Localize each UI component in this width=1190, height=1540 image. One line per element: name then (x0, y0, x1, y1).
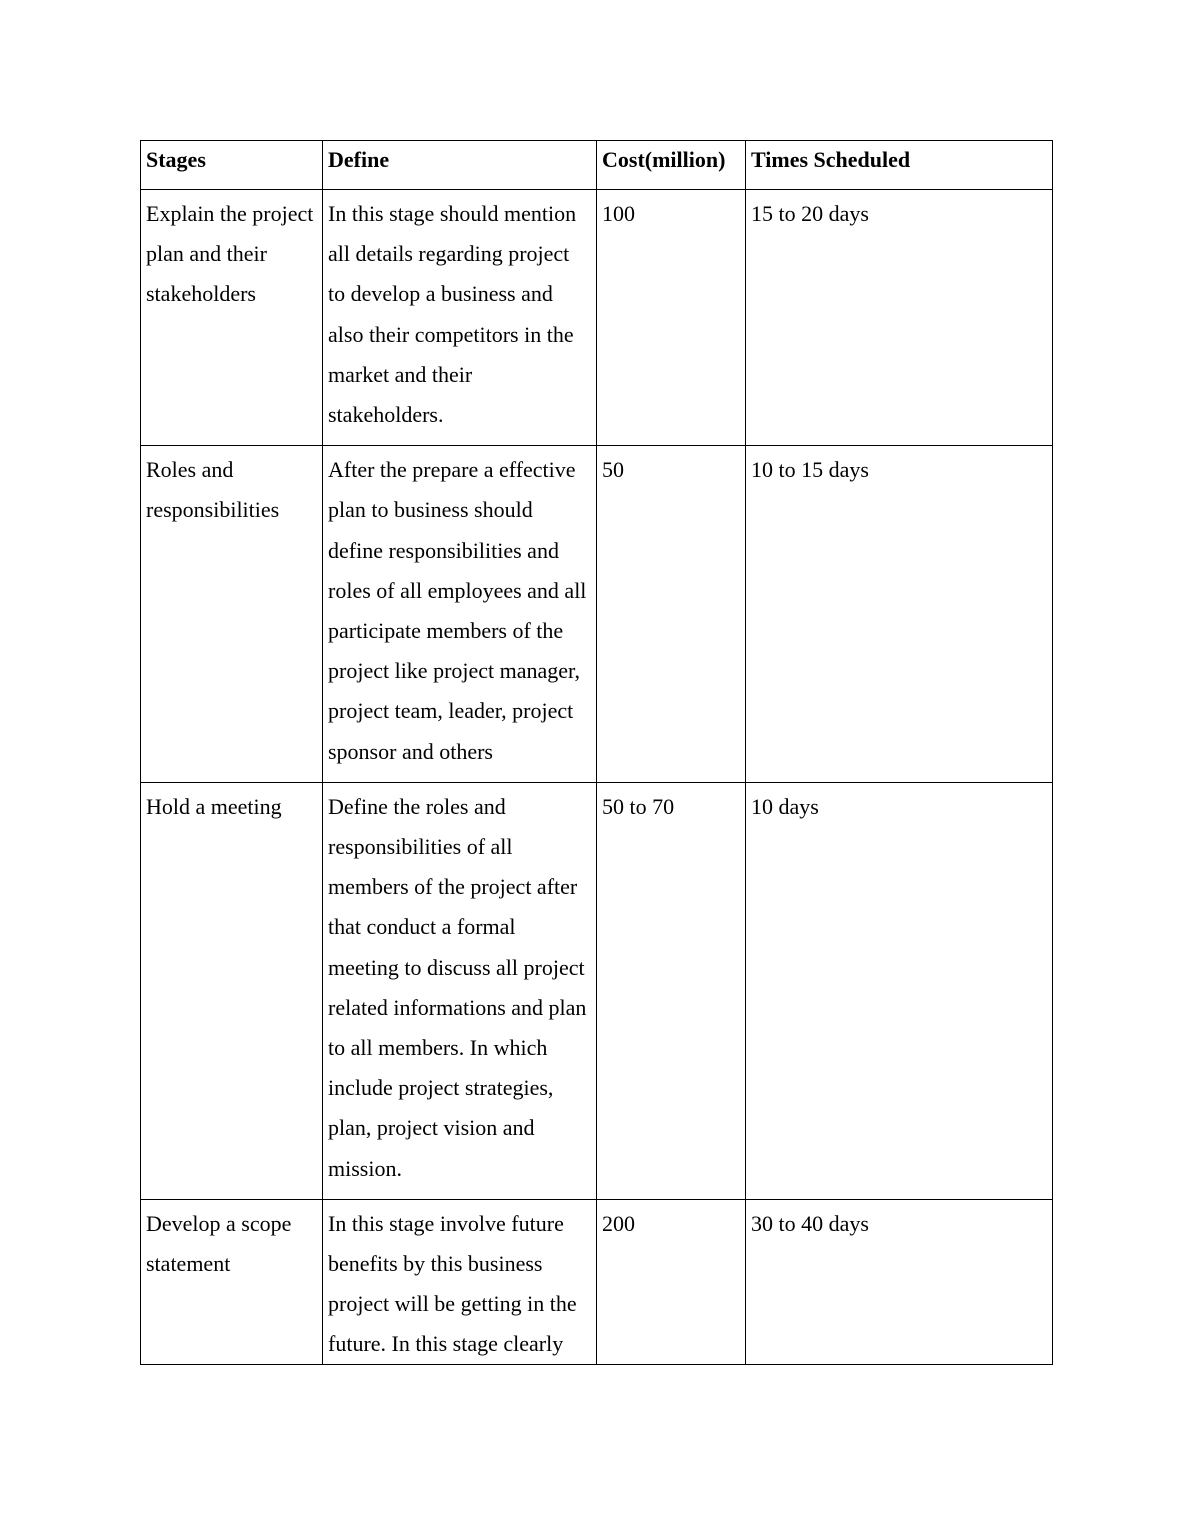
define-cell (323, 1199, 597, 1364)
time-cell: 15 to 20 days (746, 190, 1053, 446)
stage-cell: Develop a scope statement (141, 1199, 323, 1364)
define-cell: In this stage should mention all details regarding project to develop a business and also their competitors in the market and their stakeholders. (323, 190, 597, 446)
time-cell: 10 to 15 days (746, 446, 1053, 783)
table-row (141, 190, 1053, 446)
table-row (141, 1199, 1053, 1364)
cost-cell: 50 (597, 446, 746, 783)
header-stages: Stages (141, 141, 323, 190)
project-stages-table (140, 140, 1053, 1365)
cost-cell: 200 (597, 1199, 746, 1364)
header-cost: Cost(million) (597, 141, 746, 190)
time-cell: 10 days (746, 782, 1053, 1199)
header-times-scheduled: Times Scheduled (746, 141, 1053, 190)
define-cell: After the prepare a effective plan to business should define responsibilities and roles of all employees and all participate members of the project like project manager, project team, leader, project sponsor and others (323, 446, 597, 783)
cost-cell: 50 to 70 (597, 782, 746, 1199)
stage-cell: Hold a meeting (141, 782, 323, 1199)
time-cell: 30 to 40 days (746, 1199, 1053, 1364)
table-row (141, 782, 1053, 1199)
table-row (141, 446, 1053, 783)
stage-cell: Explain the project plan and their stakeholders (141, 190, 323, 446)
cost-cell: 100 (597, 190, 746, 446)
header-define: Define (323, 141, 597, 190)
define-cell: Define the roles and responsibilities of all members of the project after that conduct a formal meeting to discuss all project related informations and plan to all members. In which include project strategies, plan, project vision and mission. (323, 782, 597, 1199)
table-header-row (141, 141, 1053, 190)
define-cell-text: In this stage involve future benefits by this business project will be getting in the future. In this stage clearly (328, 1210, 577, 1357)
stage-cell: Roles and responsibilities (141, 446, 323, 783)
